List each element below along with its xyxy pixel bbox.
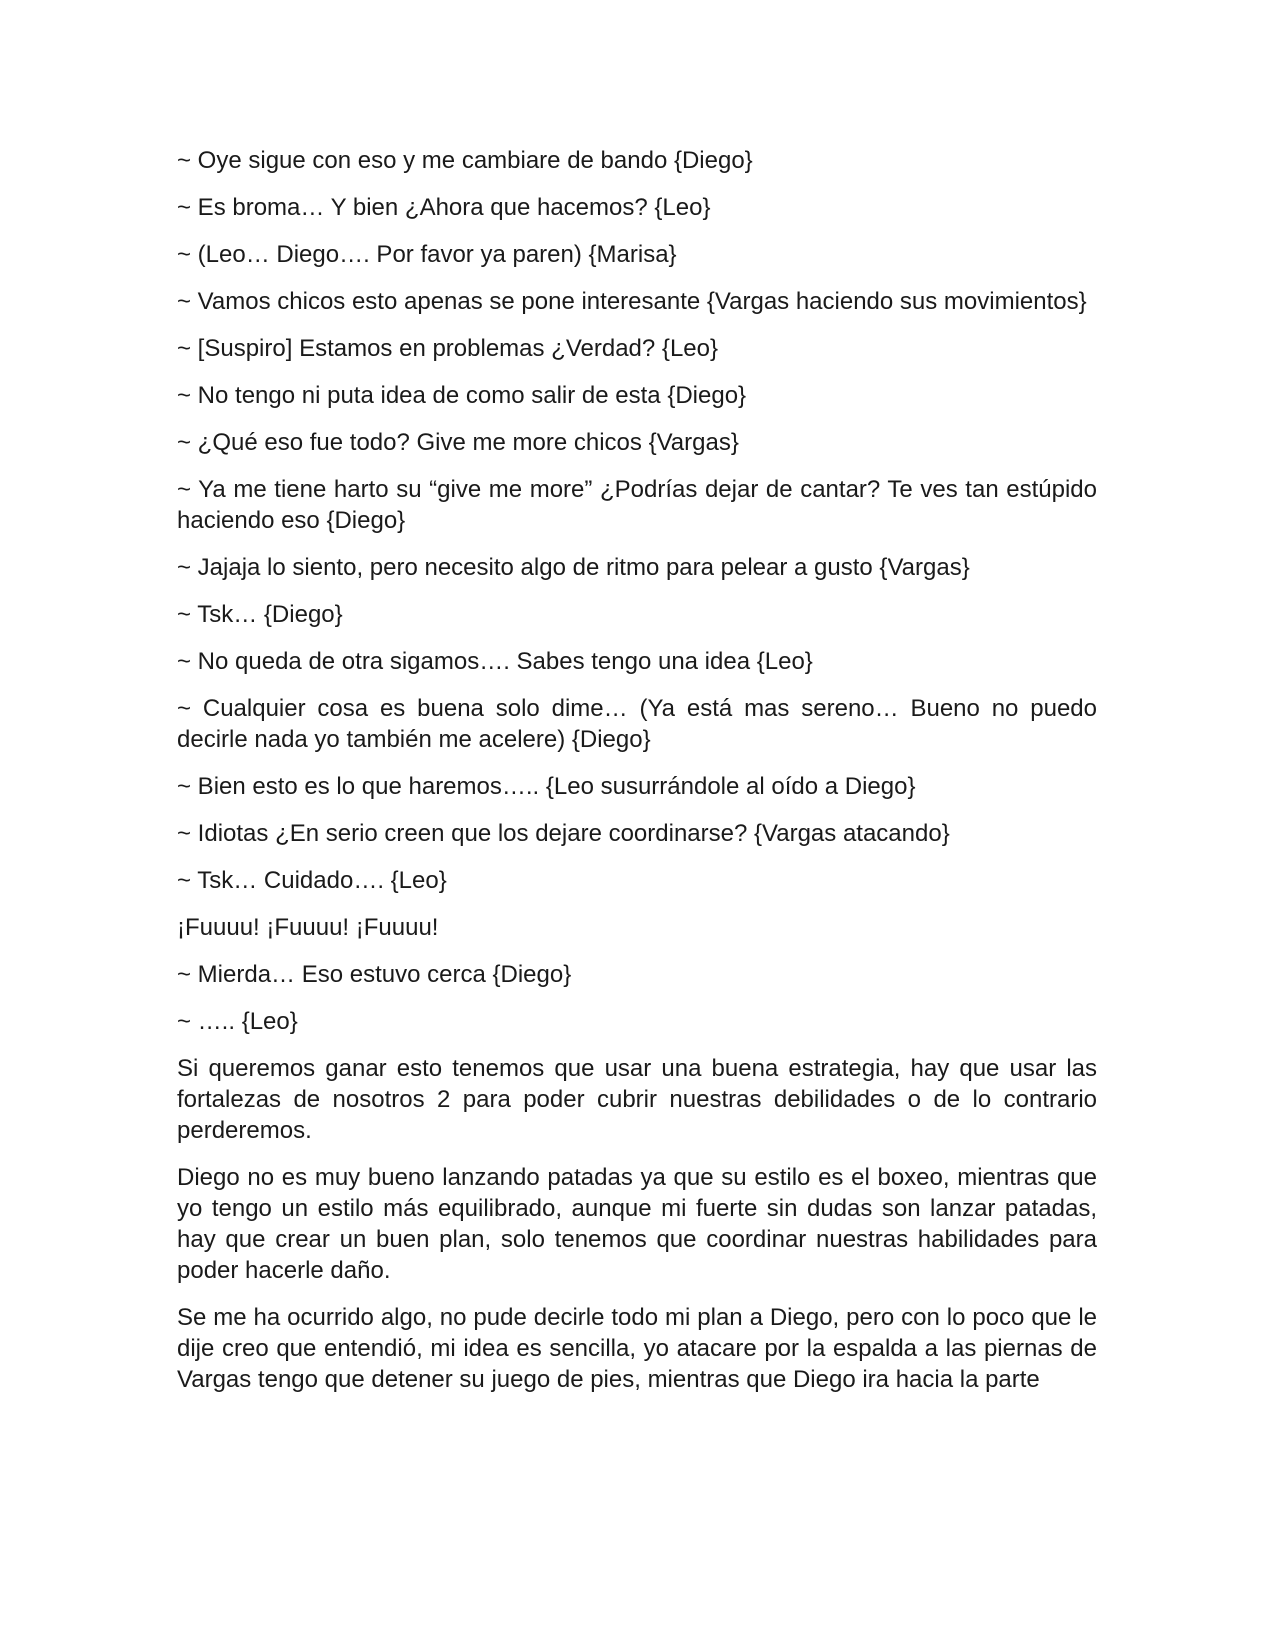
dialogue-line: ~ Es broma… Y bien ¿Ahora que hacemos? {Leo} [177, 194, 711, 221]
dialogue-line: ~ Ya me tiene harto su “give me more” ¿Podrías dejar de cantar? Te ves tan estúpido haciendo eso {Diego} [177, 476, 1097, 534]
dialogue-line: ~ Tsk… {Diego} [177, 601, 343, 628]
dialogue-line: ~ Jajaja lo siento, pero necesito algo de ritmo para pelear a gusto {Vargas} [177, 554, 970, 581]
dialogue-line: ~ Idiotas ¿En serio creen que los dejare coordinarse? {Vargas atacando} [177, 820, 950, 847]
dialogue-line: ~ (Leo… Diego…. Por favor ya paren) {Marisa} [177, 241, 677, 268]
dialogue-line: ~ No tengo ni puta idea de como salir de esta {Diego} [177, 382, 747, 409]
dialogue-line: ~ No queda de otra sigamos…. Sabes tengo una idea {Leo} [177, 648, 813, 675]
narrative-paragraph: Diego no es muy bueno lanzando patadas ya que su estilo es el boxeo, mientras que yo tengo un estilo más equilibrado, aunque mi fuerte sin dudas son lanzar patadas, hay que crear un buen plan, solo tenemos que coordinar nuestras habilidades para poder hacerle daño. [177, 1164, 1097, 1284]
dialogue-line: ~ Cualquier cosa es buena solo dime… (Ya está mas sereno… Bueno no puedo decirle nada yo también me acelere) {Diego} [177, 695, 1097, 753]
dialogue-line: ~ ¿Qué eso fue todo? Give me more chicos {Vargas} [177, 429, 739, 456]
dialogue-line: ~ Vamos chicos esto apenas se pone interesante {Vargas haciendo sus movimientos} [177, 288, 1087, 315]
dialogue-line: ~ [Suspiro] Estamos en problemas ¿Verdad? {Leo} [177, 335, 718, 362]
sound-effect-line: ¡Fuuuu! ¡Fuuuu! ¡Fuuuu! [177, 914, 439, 941]
dialogue-line: ~ ….. {Leo} [177, 1008, 298, 1035]
narrative-paragraph: Si queremos ganar esto tenemos que usar una buena estrategia, hay que usar las fortalezas de nosotros 2 para poder cubrir nuestras debilidades o de lo contrario perderemos. [177, 1055, 1097, 1144]
document-body [177, 145, 1097, 1411]
narrative-paragraph: Se me ha ocurrido algo, no pude decirle todo mi plan a Diego, pero con lo poco que le dije creo que entendió, mi idea es sencilla, yo atacare por la espalda a las piernas de Vargas tengo que detener su juego de pies, mientras que Diego ira hacia la parte [177, 1304, 1097, 1393]
dialogue-line: ~ Mierda… Eso estuvo cerca {Diego} [177, 961, 572, 988]
dialogue-line: ~ Tsk… Cuidado…. {Leo} [177, 867, 447, 894]
dialogue-line: ~ Bien esto es lo que haremos….. {Leo susurrándole al oído a Diego} [177, 773, 916, 800]
dialogue-line: ~ Oye sigue con eso y me cambiare de bando {Diego} [177, 147, 753, 174]
